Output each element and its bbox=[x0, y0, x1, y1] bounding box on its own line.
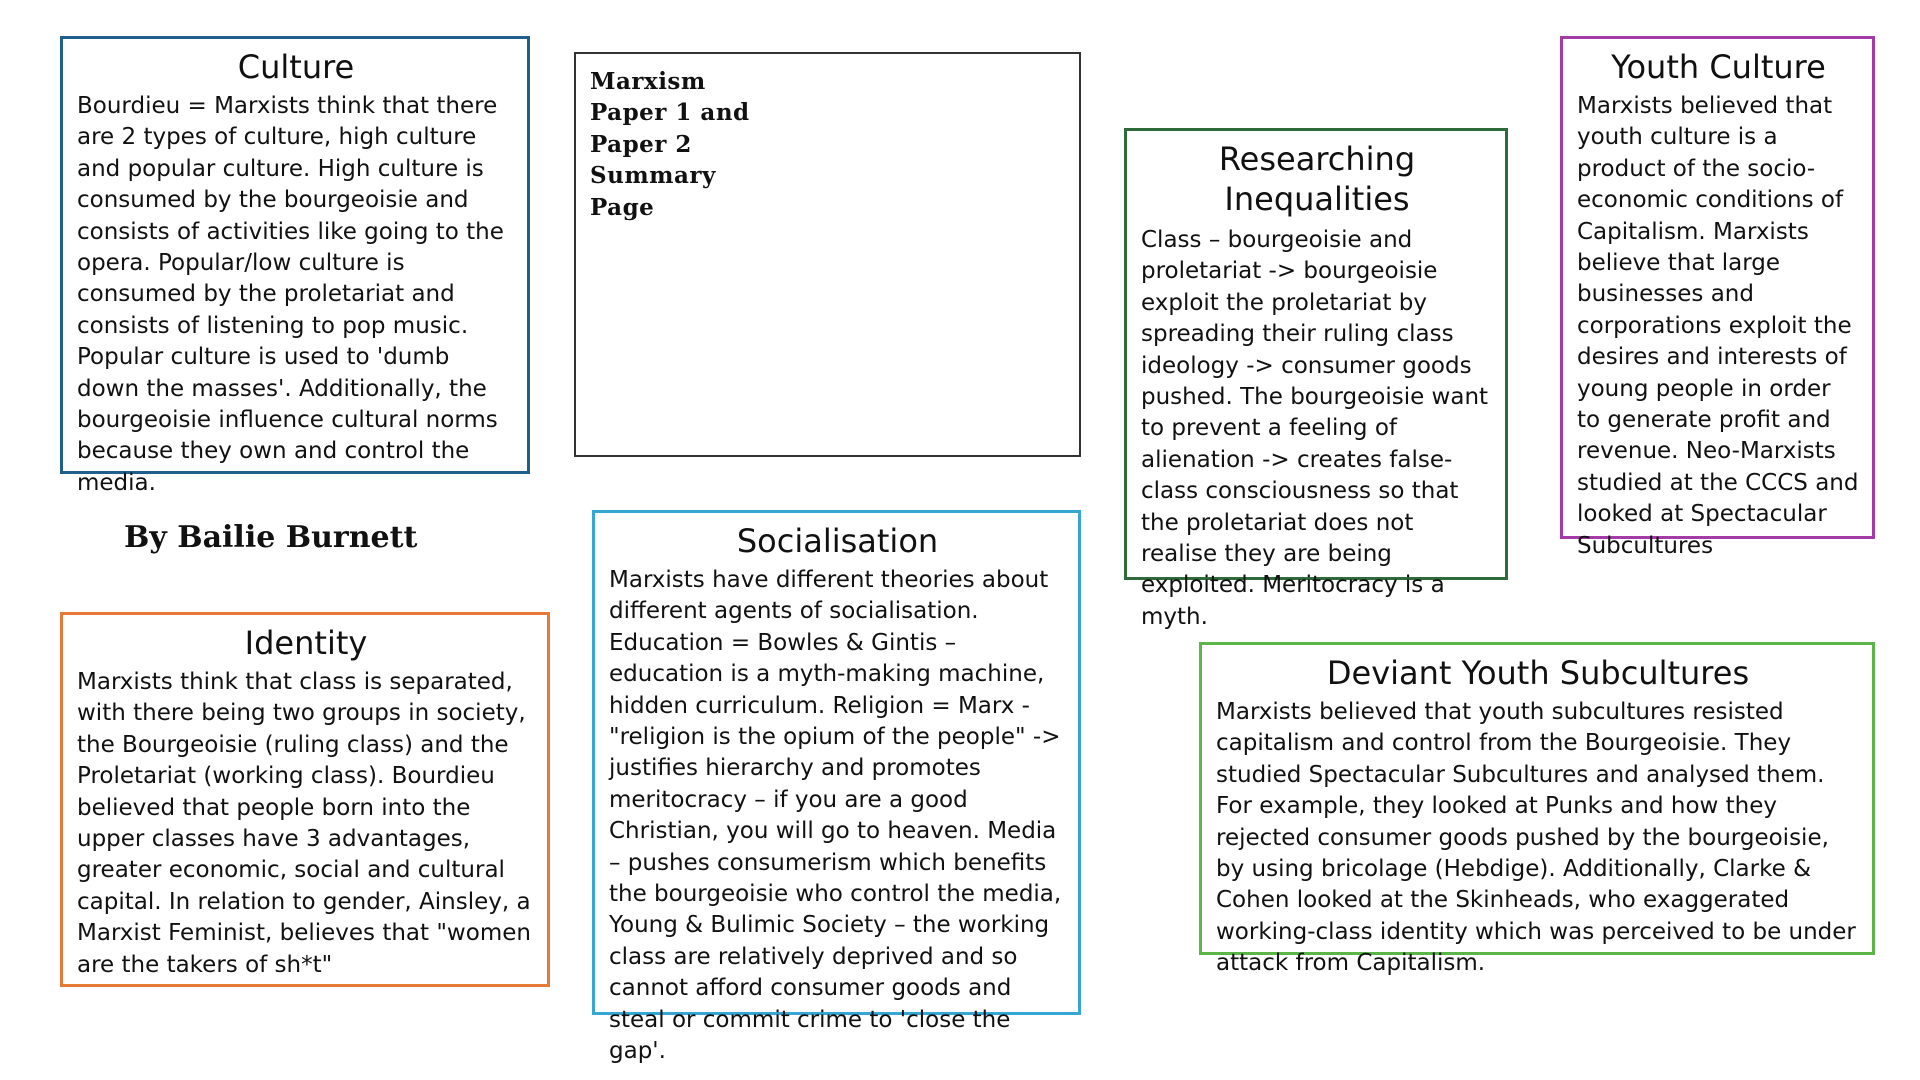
title-line-1: Marxism bbox=[590, 68, 706, 95]
socialisation-body: Marxists have different theories about different agents of socialisation. Education = Bowles & Gintis – education is a myth-making machine, hidden curriculum. Religion = Marx - "religion is the opium of the people" -> justifies hierarchy and promotes meritocracy – if you are a good Christian, you will go to heaven. Media – pushes consumerism which benefits the bourgeoisie who control the media, Young & Bulimic Society – the working class are relatively deprived and so cannot afford consumer goods and steal or commit crime to 'close the gap'. bbox=[609, 567, 1062, 1065]
researching-inequalities-body: Class – bourgeoisie and proletariat -> bourgeoisie exploit the proletariat by spreading their ruling class ideology -> consumer goods pushed. The bourgeoisie want to prevent a feeling of alienation -> creates false-class consciousness so that the proletariat does not realise they are being exploited. Meritocracy is a myth. bbox=[1141, 227, 1489, 630]
culture-card bbox=[60, 36, 530, 496]
youth-culture-heading: Youth Culture bbox=[1611, 48, 1826, 86]
deviant-youth-subcultures-body: Marxists believed that youth subcultures resisted capitalism and control from the Bourgeoisie. They studied Spectacular Subcultures and analysed them. For example, they looked at Punks and how they rejected consumer goods pushed by the bourgeoisie, by using bricolage (Hebdige). Additionally, Clarke & Cohen looked at the Skinheads, who exaggerated working-class identity which was perceived to be under attack from Capitalism. bbox=[1216, 699, 1856, 977]
youth-culture-body: Marxists believed that youth culture is a product of the socio-economic conditions of Capitalism. Marxists believe that large businesses and corporations exploit the desires and interests of young people in order to generate profit and revenue. Neo-Marxists studied at the CCCS and looked at Spectacular Subcultures bbox=[1577, 93, 1859, 559]
title-line-3: Paper 2 bbox=[590, 130, 692, 158]
youth-culture-card bbox=[1560, 36, 1875, 559]
culture-heading: Culture bbox=[237, 48, 355, 86]
title-line-5: Page bbox=[590, 193, 655, 221]
researching-heading-line-2: Inequalities bbox=[1224, 180, 1410, 218]
title-line-4: Summary bbox=[590, 162, 716, 190]
deviant-youth-subcultures-heading: Deviant Youth Subcultures bbox=[1326, 654, 1750, 692]
title-card bbox=[574, 52, 1081, 457]
researching-inequalities-heading bbox=[1141, 139, 1493, 219]
identity-card bbox=[60, 612, 550, 987]
culture-body: Bourdieu = Marxists think that there are 2 types of culture, high culture and popular culture. High culture is consumed by the bourgeoisie and consists of activities like going to the opera. Popular/low culture is consumed by the proletariat and consists of listening to pop music. Popular culture is used to 'dumb down the masses'. Additionally, the bourgeoisie influence cultural norms because they own and control the media. bbox=[77, 93, 504, 496]
socialisation-heading: Socialisation bbox=[736, 522, 939, 560]
researching-inequalities-card bbox=[1124, 128, 1508, 630]
socialisation-card bbox=[592, 510, 1081, 1065]
identity-heading: Identity bbox=[244, 624, 368, 662]
identity-body: Marxists think that class is separated, with there being two groups in society, the Bourgeoisie (ruling class) and the Proletariat (working class). Bourdieu believed that people born into the upper classes have 3 advantages, greater economic, social and cultural capital. In relation to gender, Ainsley, a Marxist Feminist, believes that "women are the takers of sh*t" bbox=[77, 669, 531, 978]
deviant-youth-subcultures-card bbox=[1199, 642, 1875, 977]
title-line-2: Paper 1 and bbox=[590, 99, 750, 127]
author-byline: By Bailie Burnett bbox=[124, 520, 418, 555]
researching-heading-line-1: Researching bbox=[1218, 140, 1416, 178]
